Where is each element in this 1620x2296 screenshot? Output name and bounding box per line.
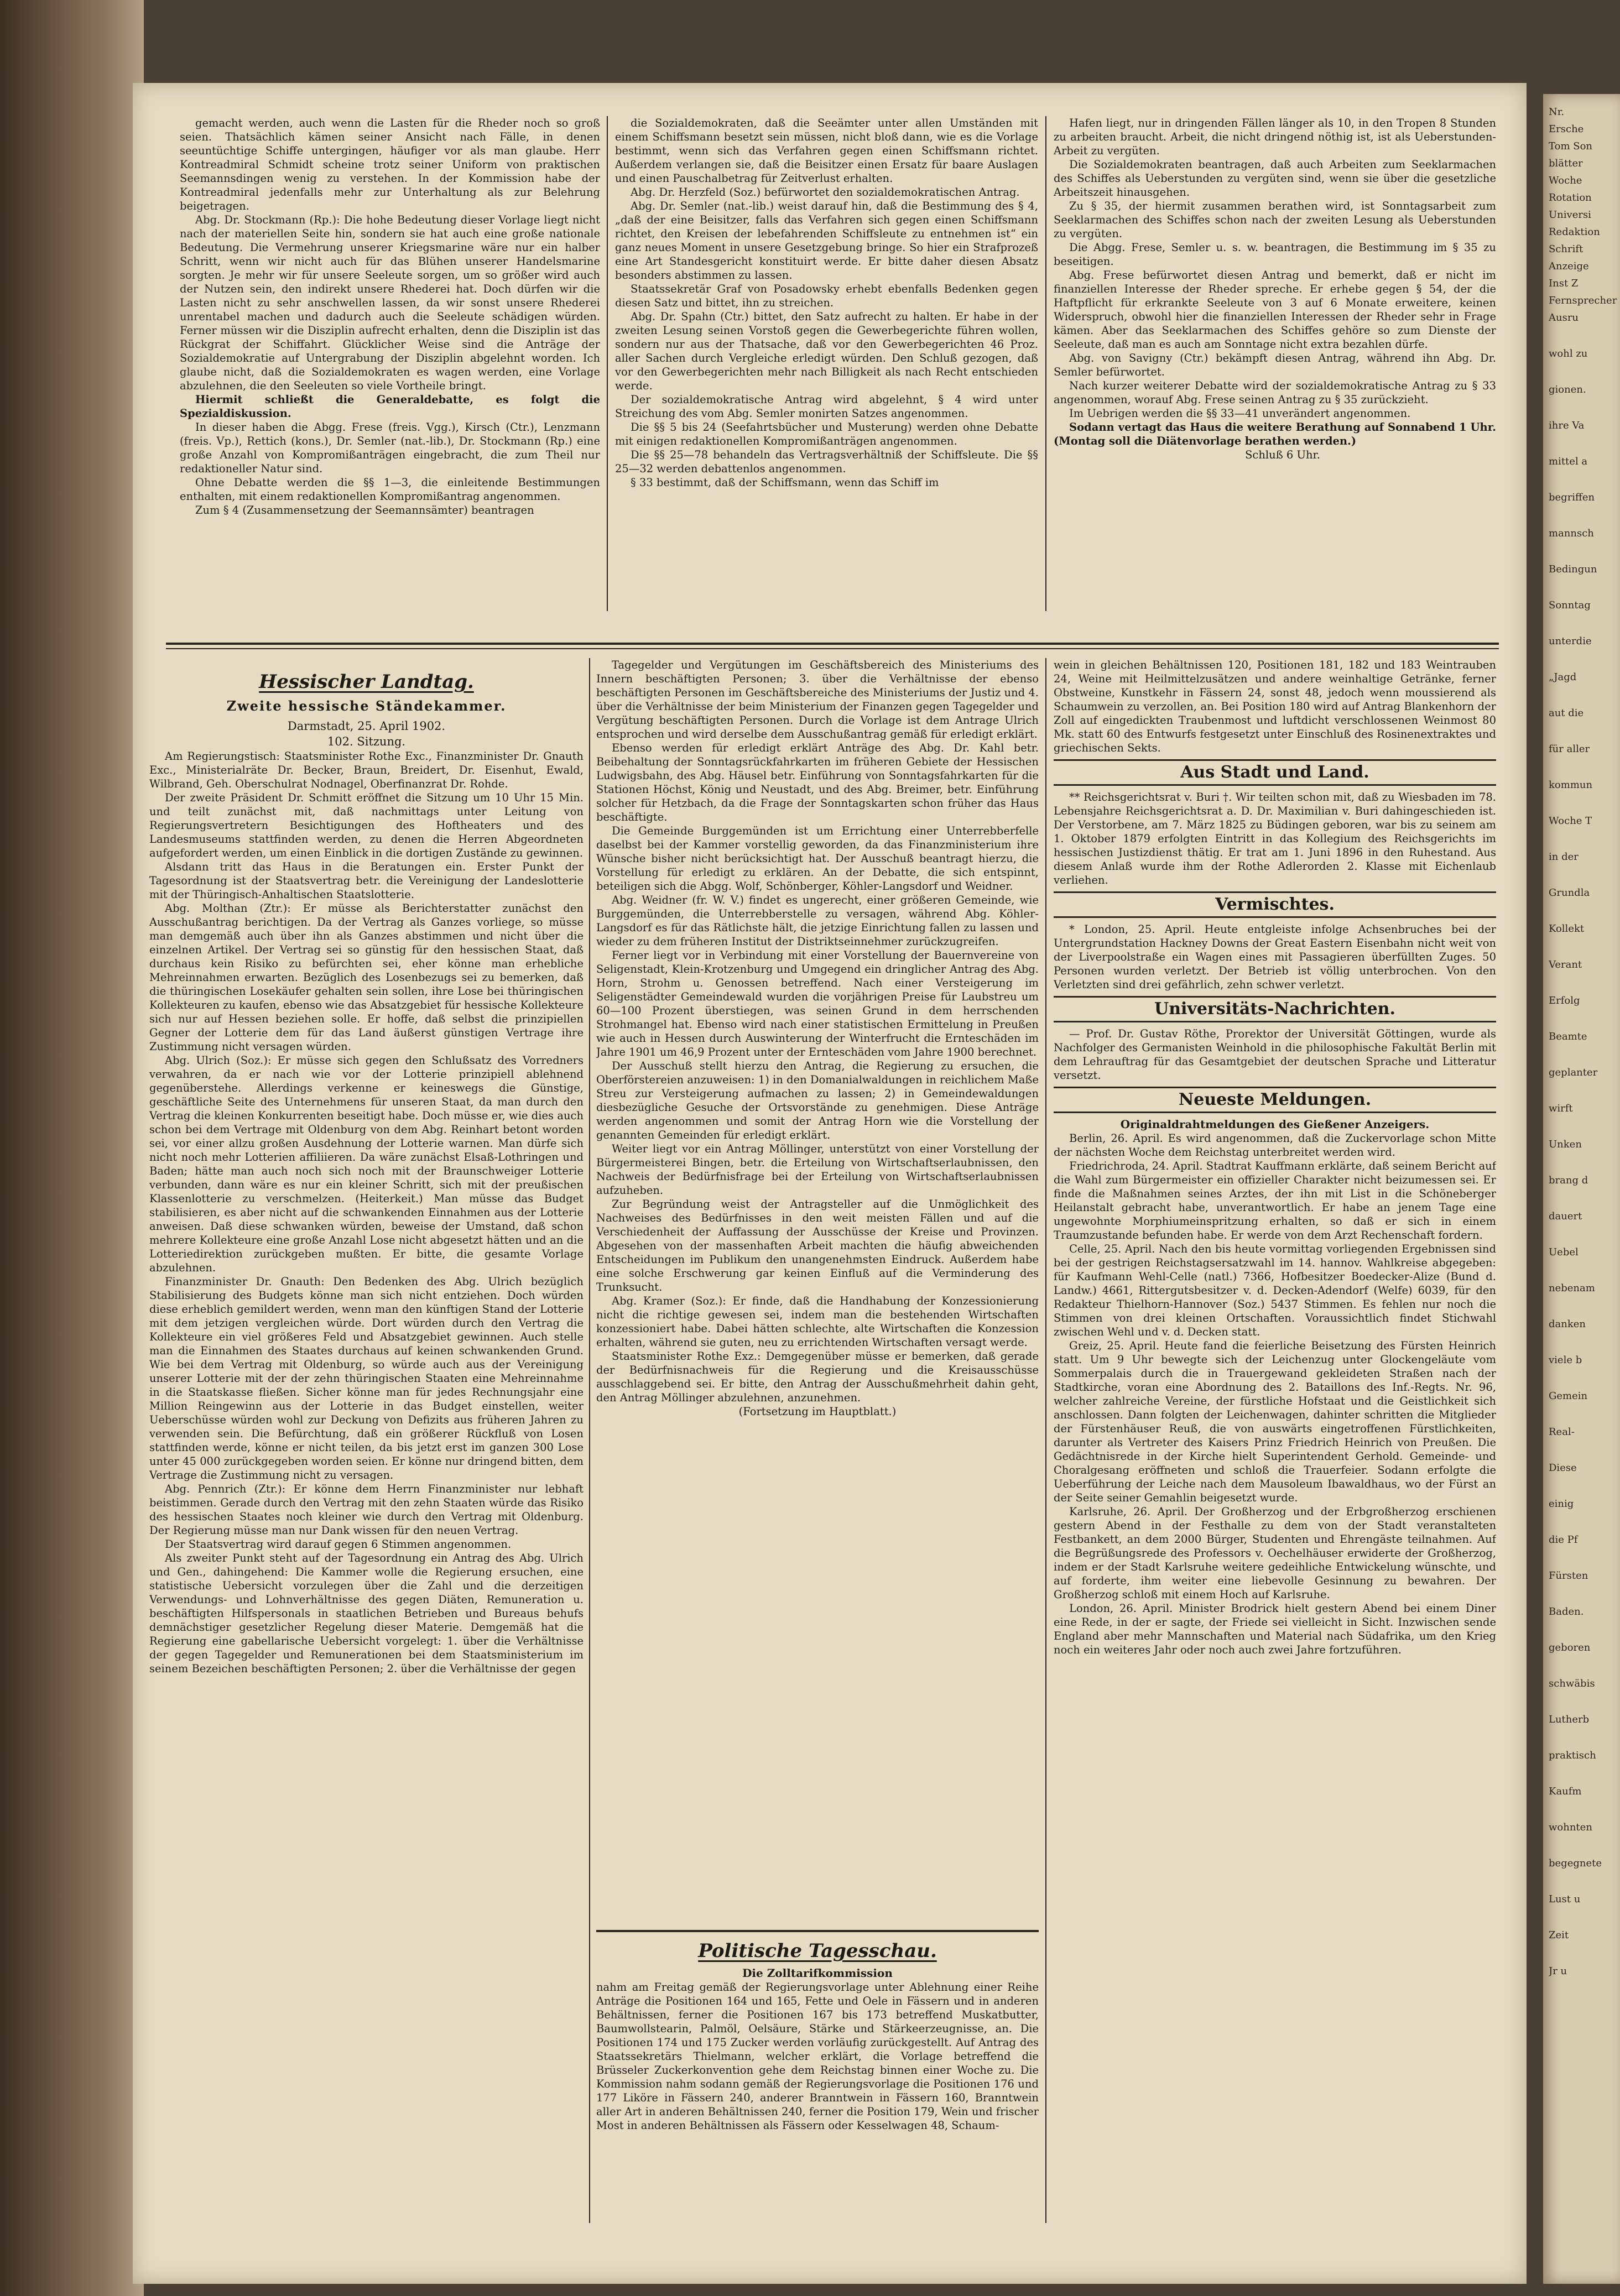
paragraph: Celle, 25. April. Nach den bis heute vormittag vorliegenden Ergebnissen sind bei der gestrigen Reichstagsersatzwahl im 14. hannov. Wahlkreise abgegeben: für Kaufmann Wehl-Celle (natl.) 7366, Hofbesitzer Boedecker-Alize (Bund d. Landw.) 4661, Rittergutsbesitzer v. d. Decken-Adendorf (Welfe) 6039, für den Redakteur Thielhorn-Hannover (Soz.) 5437 Stimmen. Es fehlen nur noch die Stimmen von drei kleinen Ortschaften. Voraussichtlich findet Stichwahl zwischen Wehl und v. d. Decken statt. (1054, 1243, 1496, 1338)
paragraph: gemacht werden, auch wenn die Lasten für die Rheder noch so groß seien. Thatsächlich kämen seiner Ansicht nach Fälle, in denen seeuntüchtige Schiffe untergingen, häufiger vor als man glaube. Herr Kontreadmiral Schmidt scheine trotz seiner Uniform von praktischen Seemannsdingen wenig zu verstehen. In der Kommission habe der Kontreadmiral jedenfalls mehr zur Unterhaltung als zur Belehrung beigetragen. (180, 117, 600, 212)
landtag-subtitle: Zweite hessische Ständekammer. (226, 698, 507, 714)
book-binding-left (0, 0, 144, 2296)
next-page-line: Inst Z (1549, 278, 1579, 289)
next-page-line: geplanter (1549, 1067, 1598, 1078)
next-page-line: Kollekt (1549, 923, 1585, 935)
paragraph: London, 26. April. Minister Brodrick hielt gestern Abend bei einem Diner eine Rede, in der er sagte, der Friede sei vielleicht in Sicht. Inzwischen sende England aber mehr Mannschaften und Material nach Südafrika, um den Krieg noch ein weiteres Jahr oder noch auch zwei Jahre fortzuführen. (1054, 1602, 1496, 1656)
next-page-line: Verant (1549, 959, 1582, 970)
paragraph: Die Sozialdemokraten beantragen, daß auch Arbeiten zum Seeklarmachen des Schiffes als Ueberstunden zu vergüten sind, wenn sie über die gesetzliche Arbeitszeit hinausgehen. (1054, 158, 1496, 199)
paragraph: Ebenso werden für erledigt erklärt Anträge des Abg. Dr. Kahl betr. Beibehaltung der Sonntagsrückfahrkarten im früheren Gebiete der Hessischen Ludwigsbahn, des Abg. Häusel betr. Einführung von Sonntagsfahrkarten für die Stationen Höchst, König und Neustadt, und des Abg. Breimer, betr. Einführung solcher für Hetzbach, da die Frage der Sonntagskarten schon früher das Haus beschäftigte. (596, 742, 1039, 823)
paragraph: die Sozialdemokraten, daß die Seeämter unter allen Umständen mit einem Schiffsmann besetzt sein müssen, nicht bloß dann, wie es die Vorlage bestimmt, wenn sich das Verfahren gegen einen Schiffsmann richtet. Außerdem verlangen sie, daß die Beisitzer einen Ersatz für baare Auslagen und einen Pauschalbetrag für Zeitverlust erhalten. (615, 117, 1038, 185)
paragraph: Abg. Pennrich (Ztr.): Er könne dem Herrn Finanzminister nur lebhaft beistimmen. Gerade durch den Vertrag mit den zehn Staaten würde das Risiko des hessischen Staates noch kleiner wie durch den Vertrag mit Oldenburg. Der Regierung müsse man nur Dank wissen für den neuen Vertrag. (149, 1483, 584, 1537)
tagesschau-subtitle: Die Zolltarifkommission (742, 1966, 893, 1980)
paragraph: Die §§ 5 bis 24 (Seefahrtsbücher und Musterung) werden ohne Debatte mit einigen redaktionellen Kompromißanträgen angenommen. (615, 421, 1038, 447)
paragraph: Zum § 4 (Zusammensetzung der Seemannsämter) beantragen (195, 504, 534, 516)
paragraph: Als zweiter Punkt steht auf der Tagesordnung ein Antrag des Abg. Ulrich und Gen., dahingehend: Die Kammer wolle die Regierung ersuchen, eine statistische Uebersicht vorzulegen über die Zahl und die derzeitigen Verwendungs- und Lohnverhältnisse des gegen Diäten, Remuneration u. beschäftigten Hilfspersonals in staatlichen Betrieben und Bureaus behufs demnächstiger gesetzlicher Regelung dieser Materie. Demgemäß hat die Regierung eine gabellarische Uebersicht vorgelegt: 1. über die Verhältnisse der gegen Tagegelder und Remunerationen bei dem Staatsministerium im seinem Bezeichen beschäftigten Personen; 2. über die Verhältnisse der gegen (149, 1552, 584, 1675)
next-page-line: Fernsprecher (1549, 295, 1617, 306)
paragraph: Greiz, 25. April. Heute fand die feierliche Beisetzung des Fürsten Heinrich statt. Um 9 Uhr bewegte sich der Leichenzug unter Glockengeläute vom Sommerpalais durch die in Trauergewand gekleideten Straßen nach der Stadtkirche, voran eine Abordnung des 2. Bataillons des Inf.-Regts. Nr. 96, welcher zahlreiche Vereine, der fürstliche Hofstaat und die Geistlichkeit sich anschlossen. Dann folgten der Leichenwagen, dahinter schritten die Mitglieder der Fürstenhäuser Reuß, die von auswärts eingetroffenen Fürstlichkeiten, darunter als Vertreter des Kaisers Prinz Friedrich Heinrich von Preußen. Die Gedächtnisrede in der Kirche hielt Superintendent Gerhold. Gemeinde- und Choralgesang eröffneten und schloß die Trauerfeier. Sodann erfolgte die Ueberführung der Leiche nach dem Mausoleum Ibawaldhaus, wo der Fürst an der Seite seiner Gemahlin beigesetzt wurde. (1054, 1339, 1496, 1504)
paragraph: Abg. Dr. Spahn (Ctr.) bittet, den Satz aufrecht zu halten. Er habe in der zweiten Lesung seinen Vorstoß gegen die Gewerbegerichte führen wollen, sondern nur aus der Thatsache, daß vor den Gewerbegerichten 46 Proz. aller Sachen durch Vergleiche erledigt würden. Den Schluß gezogen, daß vor den Gewerbegerichten mehr nach Billigkeit als nach Recht entschieden werde. (615, 310, 1038, 392)
next-page-line: Erfolg (1549, 995, 1580, 1006)
paragraph: Ohne Debatte werden die §§ 1—3, die einleitende Bestimmungen enthalten, mit einem redaktionellen Kompromißantrag angenommen. (180, 476, 600, 503)
next-page-line: wirft (1549, 1103, 1573, 1114)
next-page-line: unterdie (1549, 635, 1592, 647)
paragraph: Der Ausschuß stellt hierzu den Antrag, die Regierung zu ersuchen, die Oberförstereien anzuweisen: 1) in den Domanialwaldungen in reichlichem Maße Streu zur Versteigerung aufmachen zu lassen; 2) in Gemeindewaldungen diesbezügliche Gesuche der Ortsvorstände zu genehmigen. Diese Anträge werden angenommen und somit der Antrag Horn wie die Vorstellung der genannten Gemeinden für erledigt erklärt. (596, 1060, 1039, 1141)
news-column-3 (1054, 658, 1496, 2223)
next-page-line: Grundla (1549, 887, 1590, 899)
next-page-line: in der (1549, 851, 1579, 863)
next-page-line: Bedingun (1549, 563, 1597, 575)
next-page-line: Unken (1549, 1139, 1582, 1150)
paragraph: nahm am Freitag gemäß der Regierungsvorlage unter Ablehnung einer Reihe Anträge die Positionen 164 und 165, Fette und Oele in Fässern und in anderen Behältnissen, ferner die Positionen 167 bis 173 betreffend Muskatbutter, Baumwollstearin, Palmöl, Oelsäure, Stärke und Stärkeerzeugnisse, an. Die Positionen 174 und 175 Zucker werden vorläufig zurückgestellt. Auf Antrag des Staatssekretärs Thielmann, welcher erklärt, die Vorlage betreffend die Brüsseler Zuckerkonvention gehe dem Reichstag binnen einer Woche zu. Die Kommission nahm sodann gemäß der Regierungsvorlage die Positionen 176 und 177 Liköre in Fässern 240, anderer Branntwein in Fässern 160, Branntwein aller Art in anderen Behältnissen 240, ferner die Position 179, Wein und frischer Most in anderen Behältnissen als Fässern oder Kesselwagen 48, Schaum- (596, 1981, 1039, 2132)
landtag-column-2 (596, 658, 1039, 1919)
section-divider (596, 1930, 1039, 1932)
column-rule (607, 116, 608, 611)
top-column-2 (615, 116, 1038, 611)
landtag-session: 102. Sitzung. (327, 735, 406, 748)
paragraph: Staatssekretär Graf von Posadowsky erhebt ebenfalls Bedenken gegen diesen Satz und bittet, ihn zu streichen. (615, 283, 1038, 309)
paragraph: In dieser haben die Abgg. Frese (freis. Vgg.), Kirsch (Ctr.), Lenzmann (freis. Vp.), Rettich (kons.), Dr. Semler (nat.-lib.), Dr. Stockmann (Rp.) eine große Anzahl von Kompromißanträgen eingebracht, die zum Theil nur redaktioneller Natur sind. (180, 421, 600, 475)
next-page-line: Tom Son (1549, 140, 1592, 152)
paragraph: Der sozialdemokratische Antrag wird abgelehnt, § 4 wird unter Streichung des vom Abg. Semler monirten Satzes angenommen. (615, 393, 1038, 420)
paragraph: Der zweite Präsident Dr. Schmitt eröffnet die Sitzung um 10 Uhr 15 Min. und teilt zunächst mit, daß nachmittags unter Leitung von Regierungsvertretern Besichtigungen des Hoftheaters und des Landesmuseums stattfinden werden, zu denen die Herren Abgeordneten aufgefordert werden, um einen Einblick in die dortigen Zustände zu gewinnen. (149, 791, 584, 859)
paragraph: Zur Begründung weist der Antragsteller auf die Unmöglichkeit des Nachweises des Bedürfnisses in den weit meisten Fällen und auf die Verschiedenheit der Auffassung der Ausschüsse der Kreise und Provinzen. Abgesehen von der massenhaften Arbeit machten die häufig abweichenden Entscheidungen im Publikum den unangenehmsten Eindruck. Außerdem habe eine solche Erschwerung gar keinen Einfluß auf die Verminderung des Trunksucht. (596, 1198, 1039, 1293)
next-page-line: Real- (1549, 1426, 1575, 1438)
paragraph: Die §§ 25—78 behandeln das Vertragsverhältniß der Schiffsleute. Die §§ 25—32 werden debattenlos angenommen. (615, 448, 1038, 475)
next-page-line: brang d (1549, 1175, 1588, 1186)
paragraph: Abg. Weidner (fr. W. V.) findet es ungerecht, einer größeren Gemeinde, wie Burggemünden, die Unterrebberstelle zu versagen, während Abg. Köhler-Langsdorf es für das Rätlichste hält, die jetzige Einrichtung fallen zu lassen und wieder zu dem früheren Institut der Distriktseinnehmer zurückzugreifen. (596, 894, 1039, 948)
next-page-line: mittel a (1549, 456, 1588, 467)
next-page-line: Ausru (1549, 312, 1579, 323)
paragraph: (Fortsetzung im Hauptblatt.) (738, 1405, 897, 1418)
next-page-line: Schrift (1549, 243, 1583, 255)
landtag-title: Hessischer Landtag. (259, 671, 474, 693)
paragraph: Die Abgg. Frese, Semler u. s. w. beantragen, die Bestimmung im § 35 zu beseitigen. (1054, 241, 1496, 268)
next-page-line: die Pf (1549, 1534, 1578, 1546)
next-page-line: wohl zu (1549, 348, 1588, 359)
paragraph: Abg. Ulrich (Soz.): Er müsse sich gegen den Schlußsatz des Vorredners verwahren, da er nach wie vor der Lotterie prinzipiell ablehnend gegenüberstehe. Allerdings verkenne er keineswegs die Günstige, geschäftliche Seite des Unternehmens für unseren Staat, da man durch den Vertrag die kleinen Konkurrenten beseitigt habe. Doch müsse er, wie dies auch schon bei dem Vertrage mit Oldenburg von dem Abg. Reinhart betont worden sei, vor einer allzu großen Ausdehnung der Lotterie warnen. Man dürfe sich nicht noch mehr Lotterien affiliieren. Da wäre zunächst Elsaß-Lothringen und Baden; hätte man auch noch sich noch mit der Braunschweiger Lotterie verbunden, dann wäre es nur ein kleiner Schritt, sich mit der preußischen Klassenlotterie zu verschmelzen. (Heiterkeit.) Man müsse das Budget stabilisieren, es aber nicht auf die schwankenden Einnahmen aus der Lotterie anweisen. Daß diese schwanken würden, beweise der Umstand, daß schon mehrere Kollekteure eine große Anzahl Lose nicht abgesetzt hätten und an die Lotteriedirektion zurückgeben mußten. Er bitte, die gesamte Vorlage abzulehnen. (149, 1054, 584, 1274)
paragraph: Staatsminister Rothe Exz.: Demgegenüber müsse er bemerken, daß gerade der Bedürfnisnachweis für die Regierung und die Kreisausschüsse ausschlaggebend sei. Er bitte, den Antrag der Ausschußmehrheit dahin geht, den Antrag Möllinger abzulehnen, anzunehmen. (596, 1350, 1039, 1404)
next-page-line: Sonntag (1549, 599, 1591, 611)
column-rule (1045, 116, 1046, 611)
paragraph: Abg. Dr. Stockmann (Rp.): Die hohe Bedeutung dieser Vorlage liegt nicht nach der materiellen Seite hin, sondern sie hat auch eine große nationale Bedeutung. Die Vermehrung unserer Kriegsmarine wäre nur ein halber Schritt, wenn wir nicht auch für das Blühen unserer Handelsmarine sorgten. Je mehr wir für unsere Seeleute sorgen, um so größer wird auch der Nutzen sein, den indirekt unsere Rhederei hat. Doch dürfen wir die Lasten nicht zu sehr anschwellen lassen, da wir sonst unsere Rhederei unrentabel machen und dadurch auch die Seeleute schädigen würden. Ferner müssen wir die Disziplin aufrecht erhalten, denn die Disziplin ist das Rückgrat der Schiffahrt. Glücklicher Weise sind die Anträge der Sozialdemokratie auf Untergrabung der Disziplin abgelehnt worden. Ich glaube nicht, daß die Sozialdemokraten es wagen werden, eine Vorlage abzulehnen, die den Seeleuten so viele Vortheile bringt. (180, 213, 600, 392)
next-page-line: Anzeige (1549, 260, 1589, 272)
meldungen-subtitle: Originaldrahtmeldungen des Gießener Anzeigers. (1120, 1118, 1430, 1131)
next-page-line: Redaktion (1549, 226, 1600, 238)
next-page-line: Uebel (1549, 1246, 1579, 1258)
paragraph: Abg. Dr. Semler (nat.-lib.) weist darauf hin, daß die Bestimmung des § 4, „daß der eine Beisitzer, falls das Verfahren sich gegen einen Schiffsmann richtet, den Kreisen der lebefahrenden Schiffsleute zu entnehmen ist“ ein ganz neues Moment in unsere Gesetzgebung bringe. So hier ein Strafprozeß eine Art Standesgericht konstituirt werde. Er bitte daher diesen Absatz besonders abstimmen zu lassen. (615, 200, 1038, 281)
paragraph: Friedrichroda, 24. April. Stadtrat Kauffmann erklärte, daß seinem Bericht auf die Wahl zum Bürgermeister ein offizieller Charakter nicht beizumessen sei. Er finde die Maßnahmen seines Arztes, der ihn mit List in die Schöneberger Heilanstalt gebracht habe, unverantwortlich. Er habe an jenem Tage eine ungewohnte Morphiumeinspritzung erhalten, so daß er sich in einem Traumzustande befunden habe. Er werde von dem Arzt Rechenschaft fordern. (1054, 1160, 1496, 1241)
next-page-line: Fürsten (1549, 1570, 1588, 1582)
next-page-line: blätter (1549, 158, 1583, 169)
next-page-line: wohnten (1549, 1822, 1592, 1833)
column-rule (589, 658, 590, 2223)
tagesschau-title: Politische Tagesschau. (698, 1940, 937, 1962)
paragraph: Am Regierungstisch: Staatsminister Rothe Exc., Finanzminister Dr. Gnauth Exc., Ministerialräte Dr. Becker, Braun, Breidert, Dr. Eisenhut, Ewald, Wilbrand, Geh. Oberschulrat Nodnagel, Oberfinanzrat Dr. Rohde. (149, 750, 584, 790)
universitaet-title: Universitäts-Nachrichten. (1054, 996, 1496, 1022)
paragraph: ** Reichsgerichtsrat v. Buri †. Wir teilten schon mit, daß zu Wiesbaden im 78. Lebensjahre Reichsgerichtsrat a. D. Dr. Maximilian v. Buri dahingeschieden ist. Der Verstorbene, am 7. März 1825 zu Büdingen geboren, war bis zu seinem am 1. Oktober 1879 erfolgten Eintritt in das Kollegium des Reichsgerichts im hessischen Justizdienst thätig. Er trat am 1. Juni 1896 in den Ruhestand. Aus diesem Anlaß wurde ihm der Rothe Adlerorden 2. Klasse mit Eichenlaub verliehen. (1054, 791, 1496, 886)
next-page-line: Lutherb (1549, 1714, 1590, 1725)
next-page-line: mannsch (1549, 528, 1594, 539)
top-column-3 (1054, 116, 1496, 611)
paragraph: Die Gemeinde Burggemünden ist um Errichtung einer Unterrebberfelle daselbst bei der Kammer vorstellig geworden, da das Finanzministerium ihre Wünsche bisher nicht berücksichtigt hat. Der Ausschuß beantragt hierzu, die Vorstellung für erledigt zu erklären. An der Debatte, die sich entspinnt, beteiligen sich die Abgg. Wolf, Schönberger, Köhler-Langsdorf und Weidner. (596, 825, 1039, 893)
next-page-line: begriffen (1549, 492, 1595, 503)
top-column-1 (180, 116, 600, 611)
next-page-line: geboren (1549, 1642, 1591, 1653)
paragraph: Finanzminister Dr. Gnauth: Den Bedenken des Abg. Ulrich bezüglich Stabilisierung des Budgets könne man sich nicht entziehen. Doch würden diese erheblich gemildert werden, wenn man den künftigen Stand der Lotterie mit dem jetzigen vergleichen würde. Dort würden durch den Vertrag die Kollekteure ein viel größeres Feld und Absatzgebiet gewinnen. Auch stelle man die Einnahmen des Staates durchaus auf keinen schwankenden Grund. Wie bei dem Vertrag mit Oldenburg, so würde auch aus der Vereinigung unserer Lotterie mit der der zehn thüringischen Staaten eine Mehreinnahme in die Staatskasse fließen. Sicher könne man für jedes Rechnungsjahr eine Million Reingewinn aus der Lotterie in das Budget einstellen, weiter Ueberschüsse würden wohl zur Deckung von Defizits aus früheren Jahren zu verwenden sein. Die Befürchtung, daß ein größerer Rückfluß von Losen stattfinden werde, könne er nicht teilen, da bis jetzt erst im ganzen 300 Lose unter 45 000 zurückgegeben worden seien. Er könne nur dringend bitten, dem Vertrage die Zustimmung nicht zu versagen. (149, 1275, 584, 1481)
next-page-line: Diese (1549, 1462, 1577, 1474)
paragraph: Tagegelder und Vergütungen im Geschäftsbereich des Ministeriums des Innern beschäftigten Personen; 3. über die Verhältnisse der ebenso beschäftigten Personen im Geschäftsbereiche des Ministeriums der Justiz und 4. über die Verhältnisse der beim Ministerium der Finanzen gegen Tagegelder und Vergütung beschäftigten Personen. Durch die Vorlage ist dem Antrage Ulrich entsprochen und wird derselbe dem Ausschußantrag gemäß für erledigt erklärt. (596, 659, 1039, 740)
next-page-line: viele b (1549, 1354, 1582, 1366)
paragraph: Nach kurzer weiterer Debatte wird der sozialdemokratische Antrag zu § 33 angenommen, worauf Abg. Frese seinen Antrag zu § 35 zurückzieht. (1054, 379, 1496, 406)
column-rule (1045, 658, 1046, 2223)
next-page-line: kommun (1549, 779, 1593, 791)
next-page-line: Universi (1549, 209, 1591, 221)
paragraph: Karlsruhe, 26. April. Der Großherzog und der Erbgroßherzog erschienen gestern Abend in der Festhalle zu dem von der Stadt veranstalteten Festbankett, an dem 2000 Bürger, Studenten und Ehrengäste teilnahmen. Auf die Begrüßungsrede des Professors v. Oechelhäuser erwiderte der Großherzog, indem er der Stadt Karlsruhe weitere gedeihliche Entwickelung wünschte, und auf forderte, ihm weiter eine liebevolle Gesinnung zu bewahren. Der Großherzog schloß mit einem Hoch auf Karlsruhe. (1054, 1505, 1496, 1601)
meldungen-title: Neueste Meldungen. (1054, 1087, 1496, 1113)
paragraph: Schluß 6 Uhr. (1245, 448, 1320, 461)
vermischtes-title: Vermischtes. (1054, 891, 1496, 918)
next-page-line: Beamte (1549, 1031, 1587, 1042)
paragraph: Sodann vertagt das Haus die weitere Berathung auf Sonnabend 1 Uhr. (Montag soll die Diätenvorlage berathen werden.) (1054, 421, 1496, 447)
next-page-line: gionen. (1549, 384, 1586, 395)
next-page-line: nebenam (1549, 1282, 1595, 1294)
next-page-line: aut die (1549, 707, 1584, 719)
next-page-line: danken (1549, 1318, 1586, 1330)
tagesschau-block (596, 1935, 1039, 2223)
next-page-line: Nr. (1549, 106, 1565, 118)
next-page-line: Jr u (1549, 1965, 1567, 1977)
next-page-line: schwäbis (1549, 1678, 1595, 1689)
paragraph: Zu § 35, der hiermit zusammen berathen wird, ist Sonntagsarbeit zum Seeklarmachen des Schiffes schon nach der zweiten Lesung als Ueberstunden zu vergüten. (1054, 200, 1496, 240)
paragraph: Abg. von Savigny (Ctr.) bekämpft diesen Antrag, während ihn Abg. Dr. Semler befürwortet. (1054, 352, 1496, 378)
paragraph: Abg. Frese befürwortet diesen Antrag und bemerkt, daß er nicht im finanziellen Interesse der Rheder spreche. Er erhebe gegen § 54, der die Haftpflicht für erkrankte Seeleute von 3 auf 6 Monate erweitere, keinen Widerspruch, obwohl hier die finanziellen Interessen der Rheder sehr in Frage kämen. Aber das Seeklarmachen des Schiffes gehöre so zum Dienste der Seeleute, daß man es auch am Sonntage nicht extra bezahlen dürfe. (1054, 269, 1496, 351)
section-divider (166, 643, 1499, 645)
paragraph: Alsdann tritt das Haus in die Beratungen ein. Erster Punkt der Tagesordnung ist der Staatsvertrag betr. die Vereinigung der Landeslotterie mit der Thüringisch-Anhaltischen Staatslotterie. (149, 860, 584, 901)
landtag-column-1 (149, 666, 584, 2217)
paragraph: * London, 25. April. Heute entgleiste infolge Achsenbruches bei der Untergrundstation Hackney Downs der Great Eastern Eisenbahn nicht weit von der Liverpoolstraße ein Wagen eines mit Passagieren überfüllten Zuges. 50 Personen wurden verletzt. Der Betrieb ist völlig unterbrochen. Von den Verletzten sind drei gefährlich, zehn schwer verletzt. (1054, 923, 1496, 991)
next-page-line: Lust u (1549, 1893, 1581, 1905)
section-divider (166, 648, 1499, 649)
next-page-line: Gemein (1549, 1390, 1588, 1402)
next-page-line: Baden. (1549, 1606, 1584, 1617)
next-page-line: Rotation (1549, 192, 1592, 203)
next-page-line: praktisch (1549, 1750, 1596, 1761)
next-page-line: einig (1549, 1498, 1574, 1510)
next-page-text (1549, 105, 1618, 2262)
paragraph: Weiter liegt vor ein Antrag Möllinger, unterstützt von einer Vorstellung der Bürgermeisterei Bingen, betr. die Erteilung von Wirtschaftserlaubnissen, den Nachweis der Bedürfnisfrage bei der Erteilung von Wirtschaftserlaubnissen aufzuheben. (596, 1142, 1039, 1197)
stadt-land-title: Aus Stadt und Land. (1054, 759, 1496, 786)
paragraph: § 33 bestimmt, daß der Schiffsmann, wenn das Schiff im (631, 476, 939, 489)
paragraph: — Prof. Dr. Gustav Röthe, Prorektor der Universität Göttingen, wurde als Nachfolger des Germanisten Weinhold in die philosophische Fakultät Berlin mit dem Lehrauftrag für das Gesamtgebiet der deutschen Sprache und Litteratur versetzt. (1054, 1027, 1496, 1082)
next-page-line: dauert (1549, 1210, 1582, 1222)
paragraph: Berlin, 26. April. Es wird angenommen, daß die Zuckervorlage schon Mitte der nächsten Woche dem Reichstag unterbreitet werden wird. (1054, 1132, 1496, 1159)
paragraph: Abg. Molthan (Ztr.): Er müsse als Berichterstatter zunächst den Ausschußantrag berichtigen. Da der Vertrag als Ganzes vorliege, so müsse man demgemäß auch über ihn als Ganzes abstimmen und nicht über die einzelnen Artikel. Der Vertrag sei so günstig für den hessischen Staat, daß durchaus kein Risiko zu befürchten sei, eher könne man erhebliche Mehreinnahmen erwarten. Bezüglich des Losenbezugs sei zu bemerken, daß die thüringischen Losekäufer gehalten sein sollen, ihre Lose bei thüringischen Kollekteuren zu kaufen, ebenso wie das Absatzgebiet für hessische Kollekteure sich nur auf Hessen beziehen solle. Er hoffe, daß selbst die prinzipiellen Gegner der Lotterie dem für das Land äußerst günstigen Vertrage ihre Zustimmung nicht versagen würden. (149, 902, 584, 1053)
next-page-line: Woche (1549, 175, 1582, 186)
next-page-line: für aller (1549, 743, 1590, 755)
paragraph: Abg. Kramer (Soz.): Er finde, daß die Handhabung der Konzessionierung nicht die richtige gewesen sei, indem man die bestehenden Wirtschaften konzessioniert habe. Dabei hätten schlechte, alte Wirtschaften die Konzession erhalten, während sie guten, neu zu errichtenden Wirtschaften versagt werde. (596, 1295, 1039, 1349)
next-page-line: „Jagd (1549, 671, 1577, 683)
next-page-line: Kaufm (1549, 1786, 1582, 1797)
next-page-line: begegnete (1549, 1857, 1602, 1869)
next-page-line: Woche T (1549, 815, 1592, 827)
next-page-line: Ersche (1549, 123, 1584, 135)
next-page-line: Zeit (1549, 1929, 1569, 1941)
paragraph: Im Uebrigen werden die §§ 33—41 unverändert angenommen. (1069, 407, 1411, 420)
next-page-line: ihre Va (1549, 420, 1585, 431)
paragraph: Hafen liegt, nur in dringenden Fällen länger als 10, in den Tropen 8 Stunden zu arbeiten braucht. Arbeit, die nicht dringend nöthig ist, ist als Ueberstunden-Arbeit zu vergüten. (1054, 117, 1496, 157)
paragraph: Abg. Dr. Herzfeld (Soz.) befürwortet den sozialdemokratischen Antrag. (631, 186, 1020, 199)
paragraph: Ferner liegt vor in Verbindung mit einer Vorstellung der Bauernvereine von Seligenstadt, Klein-Krotzenburg und Umgegend ein dringlicher Antrag des Abg. Horn, Strohm u. Genossen betreffend. Nach einer Versteigerung im Seligenstädter Gemeindewald wurden die vorjährigen Preise für Laubstreu um 60—100 Prozent überstiegen, was seinen Grund in dem herrschenden Strohmangel hat. Ebenso wird nach einer statistischen Ermittelung in Preußen wie auch in Hessen durch Auswinterung der Winterfrucht die Ernteschäden im Jahre 1901 um 46,9 Prozent unter der Ernteschäden vom Jahre 1900 berechnet. (596, 949, 1039, 1058)
paragraph: Hiermit schließt die Generaldebatte, es folgt die Spezialdiskussion. (180, 393, 600, 420)
landtag-dateline: Darmstadt, 25. April 1902. (287, 719, 446, 733)
paragraph: Der Staatsvertrag wird darauf gegen 6 Stimmen angenommen. (165, 1538, 512, 1551)
paragraph: wein in gleichen Behältnissen 120, Positionen 181, 182 und 183 Weintrauben 24, Weine mit Heilmittelzusätzen und andere weinhaltige Getränke, ferner Obstweine, Kunstkehr in Fässern 24, sonst 48, jedoch wenn moussierend als Schaumwein zu verzollen, an. Bei Position 180 wird auf Antrag Blankenhorn der Zoll auf eingedickten Traubenmost und luftdicht verschlossenen Weinmost 80 Mk. statt 60 des Entwurfs festgesetzt unter Einschluß des Rosinenextraktes und griechischen Sekts. (1054, 659, 1496, 754)
